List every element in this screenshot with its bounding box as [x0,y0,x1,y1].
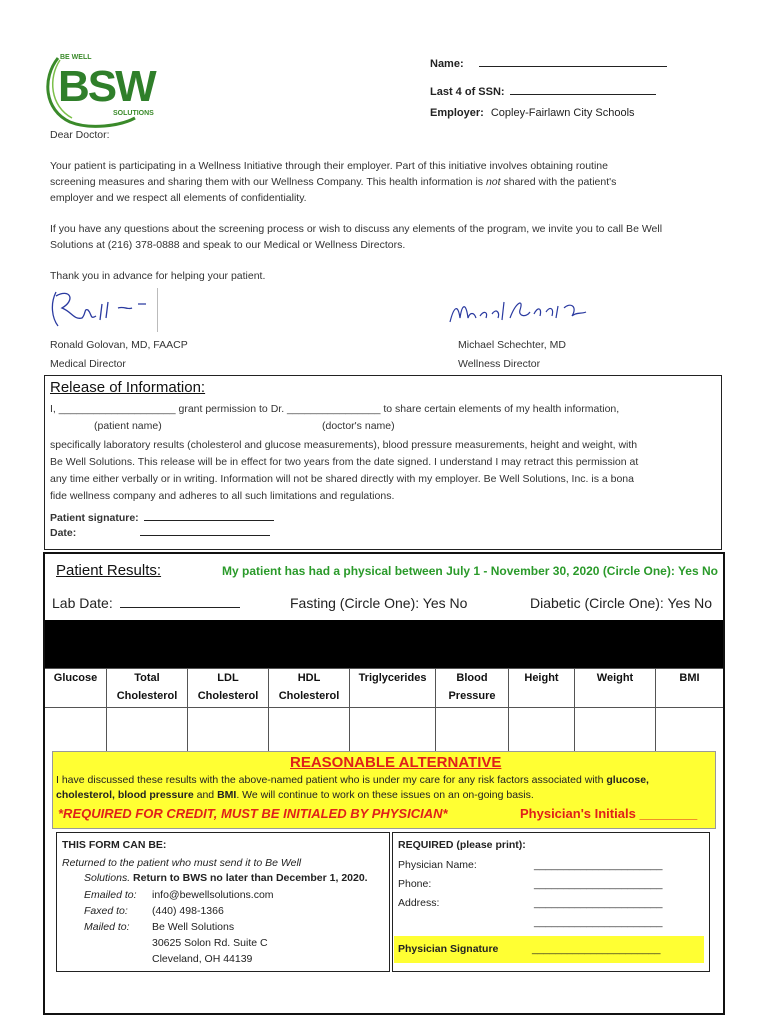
release-body [50,437,720,505]
col-blood-pressure-line1: Blood [456,672,488,684]
greeting: Dear Doctor: [50,129,110,141]
employer-label: Employer: [430,107,484,119]
col-total-cholesterol-line2: Cholesterol [116,690,178,702]
medical-director-signature [42,286,162,334]
release-body-line-c: any time either verbally or in writing. Information will not be shared directly with my employer. Be Well Solutions, Inc. is a bona [50,473,634,485]
faxed-label: Faxed to: [84,905,128,917]
signer1-title: Medical Director [50,358,126,370]
physician-initials-label: Physician's Initials [520,806,636,821]
name-blank[interactable] [479,56,667,67]
signer2-title: Wellness Director [458,358,541,370]
physician-name-label: Physician Name: [398,859,477,871]
name-label: Name: [430,58,464,70]
employer-row [430,107,635,119]
name-field[interactable] [430,56,667,70]
physician-initials-field[interactable] [520,806,697,821]
logo-bottom-text: SOLUTIONS [113,110,154,117]
release-body-line-d: fide wellness company and adheres to all such limitations and regulations. [50,490,395,502]
reasonable-alternative-title: REASONABLE ALTERNATIVE [290,754,502,771]
mail-line-1: Be Well Solutions [152,921,235,933]
wellness-director-signature [446,292,596,332]
date-label: Date: [50,527,77,539]
thank-you-line: Thank you in advance for helping your patient. [50,270,266,282]
para1-line-b-end: shared with the patient's [500,176,617,188]
physician-signature-label: Physician Signature [398,943,499,955]
physician-address-blank-2[interactable]: ______________________ [534,916,663,928]
col-total-cholesterol[interactable] [107,669,188,751]
form-instructions-body [62,856,386,886]
date-field[interactable] [50,525,270,541]
release-grant-text: grant permission to Dr. [175,403,288,415]
col-hdl-cholesterol[interactable] [269,669,350,751]
para2-line-b: Solutions at (216) 378-0888 and speak to our Medical or Wellness Directors. [50,239,406,251]
ra-bmi: BMI [217,789,237,801]
results-black-band [45,620,723,668]
para1-line-a: Your patient is participating in a Wellness Initiative through their employer. Part of this initiative involves obtaining routine [50,160,608,172]
release-share-text: to share certain elements of my health information, [380,403,620,415]
signer1-name: Ronald Golovan, MD, FAACP [50,339,188,351]
release-body-line-b: Be Well Solutions. This release will be in effect for two years from the date signed. I understand I may retract this permission at [50,456,639,468]
col-ldl-line1: LDL [217,672,239,684]
letter-paragraph-2 [50,221,740,253]
doctor-name-blank[interactable]: ________________ [287,403,381,415]
release-title: Release of Information: [50,379,206,396]
be-well-solutions-logo [40,48,170,130]
release-body-line-a: specifically laboratory results (cholesterol and glucose measurements), blood pressure measurements, height and weight, with [50,439,638,451]
col-blood-pressure-line2: Pressure [448,690,496,702]
mail-line-2: 30625 Solon Rd. Suite C [152,937,268,949]
contact-details [84,888,274,967]
returned-line-b [62,871,386,886]
logo-top-text: BE WELL [60,54,92,61]
col-triglycerides-label: Triglycerides [358,672,427,684]
para1-emphasis-not: not [485,176,501,188]
para1-line-b-start: screening measures and sharing them with our Wellness Company. This health information is [50,176,486,188]
col-hdl-line1: HDL [297,672,321,684]
release-i: I, [50,403,59,415]
ra-text-line-2 [56,788,716,803]
ssn-label: Last 4 of SSN: [430,86,505,98]
col-hdl-line2: Cholesterol [278,690,340,702]
ra-cholesterol-bp: cholesterol, blood pressure [56,789,194,801]
diabetic-field[interactable]: Diabetic (Circle One): Yes No [530,595,713,611]
lab-date-label: Lab Date: [52,595,113,611]
emailed-label: Emailed to: [84,889,137,901]
patient-signature-field[interactable] [50,510,274,526]
ra-and: and [193,789,218,801]
signer2-name: Michael Schechter, MD [458,339,566,351]
form-instructions-title: THIS FORM CAN BE: [62,839,167,851]
fax-number: (440) 498-1366 [152,905,224,917]
col-ldl-cholesterol[interactable] [188,669,269,751]
physical-question: My patient has had a physical between July 1 - November 30, 2020 (Circle One): Yes No [222,564,718,578]
physician-signature-blank[interactable]: ______________________ [532,943,661,955]
fasting-field[interactable]: Fasting (Circle One): Yes No [290,595,468,611]
col-height-label: Height [524,672,559,684]
physician-phone-blank[interactable]: ______________________ [534,878,663,890]
patient-signature-blank[interactable] [144,511,274,521]
physician-phone-label: Phone: [398,878,432,890]
patient-name-blank[interactable]: ____________________ [58,403,176,415]
col-total-cholesterol-line1: Total [134,672,160,684]
return-deadline: Return to BWS no later than December 1, 2020. [133,872,368,884]
physician-address-blank-1[interactable]: ______________________ [534,897,663,909]
physician-info-title: REQUIRED (please print): [398,839,526,851]
col-weight-label: Weight [596,672,634,684]
logo-letters: BSW [58,62,155,111]
physician-name-blank[interactable]: ______________________ [534,859,663,871]
patient-signature-label: Patient signature: [50,512,139,524]
lab-date-blank[interactable] [120,596,240,608]
col-triglycerides[interactable] [350,669,436,751]
returned-line-a: Returned to the patient who must send it to Be Well [62,857,302,869]
ssn-blank[interactable] [510,84,656,95]
mail-line-3: Cleveland, OH 44139 [152,953,253,965]
letter-paragraph-1 [50,158,740,206]
col-glucose-label: Glucose [53,672,98,684]
ra-glucose: glucose, [606,774,649,786]
col-blood-pressure[interactable] [436,669,509,751]
physician-address-label: Address: [398,897,440,909]
email-address-link[interactable]: info@bewellsolutions.com [152,889,274,901]
ra-text-start: I have discussed these results with the above-named patient who is under my care for any risk factors associated with [56,774,607,786]
col-bmi-label: BMI [679,672,700,684]
col-height[interactable] [509,669,575,751]
reasonable-alternative-text [56,773,716,803]
results-table [45,668,723,750]
doctor-name-caption: (doctor's name) [322,420,395,432]
col-weight[interactable] [575,669,656,751]
physician-initials-blank[interactable]: ________ [639,806,698,821]
employer-value: Copley-Fairlawn City Schools [490,107,635,119]
lab-date-field[interactable] [52,595,240,611]
ra-text-line-1 [56,773,716,788]
date-blank[interactable] [140,526,270,536]
patient-results-title: Patient Results: [56,562,162,579]
para1-line-c: employer and we respect all elements of confidentiality. [50,192,307,204]
col-ldl-line2: Cholesterol [197,690,259,702]
required-for-credit-note: *REQUIRED FOR CREDIT, MUST BE INITIALED BY PHYSICIAN* [58,806,448,821]
ra-text-end: . We will continue to work on these issues on an on-going basis. [236,789,534,801]
mailed-label: Mailed to: [84,921,130,933]
returned-solutions: Solutions. [84,872,134,884]
signature-divider [157,288,158,332]
col-bmi[interactable] [656,669,723,751]
para1-line-b [50,174,740,190]
release-line-1 [50,401,720,417]
col-glucose[interactable] [45,669,107,751]
para2-line-a: If you have any questions about the screening process or wish to discuss any elements of the program, we invite you to call Be Well [50,223,663,235]
ssn-field[interactable] [430,84,656,98]
patient-name-caption: (patient name) [94,420,162,432]
